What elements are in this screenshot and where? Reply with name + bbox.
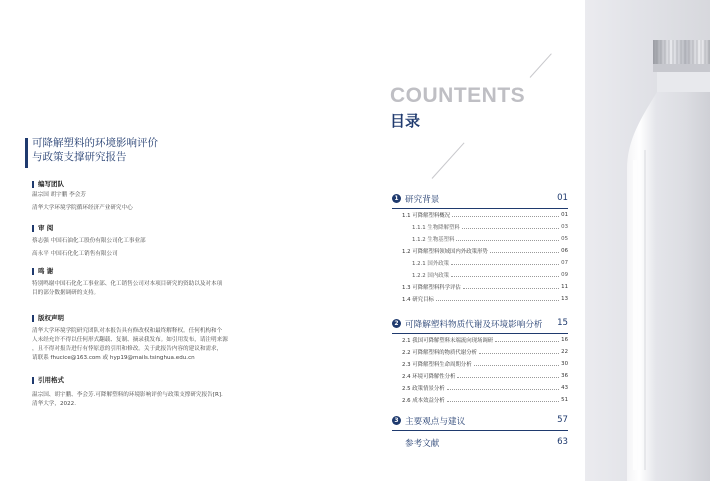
entry-page: 16	[561, 336, 568, 343]
citation-line: 温宗国、胡宇鹏、李会芳.可降解塑料的环境影响评价与政策支撑研究报告[R].	[32, 392, 223, 398]
toc-entry[interactable]	[402, 383, 568, 392]
chapter-divider	[392, 333, 568, 334]
left-page	[0, 0, 310, 481]
entry-title: 1.2.1 国外政策	[412, 260, 449, 267]
entry-page: 09	[561, 271, 568, 278]
toc-entry[interactable]	[402, 371, 568, 380]
entry-page: 07	[561, 259, 568, 266]
entry-title: 1.2.2 国内政策	[412, 272, 449, 279]
dot-leader	[463, 284, 559, 289]
copyright-line: 请联系 fhucice@163.com 或 hyp19@mails.tsinghua.edu.cn	[32, 355, 195, 361]
toc-entry[interactable]	[402, 359, 568, 368]
entry-page: 05	[561, 235, 568, 242]
references-page: 63	[557, 437, 568, 447]
chapter-title: 主要观点与建议	[405, 417, 466, 427]
copyright-line: 清华大学环境学院研究团队对本报告具有修改权和最终解释权。任何机构和个	[32, 328, 223, 334]
entry-page: 22	[561, 348, 568, 355]
entry-page: 11	[561, 283, 568, 290]
dot-leader	[436, 296, 559, 301]
chapter-number-badge: 1	[392, 194, 401, 203]
dot-leader	[462, 224, 559, 229]
dot-leader	[452, 212, 559, 217]
toc-entry[interactable]	[402, 282, 568, 291]
toc-chapter-3[interactable]	[392, 415, 568, 429]
report-title	[32, 136, 232, 164]
toc-entry[interactable]	[412, 222, 568, 231]
entry-title: 1.1 可降解塑料概况	[402, 212, 451, 219]
dot-leader	[490, 248, 559, 253]
authors-line: 温宗国 胡宇鹏 李会芳	[32, 192, 86, 198]
glass-jar-image	[585, 0, 710, 481]
toc-entry[interactable]	[412, 234, 568, 243]
entry-title: 2.2 可降解塑料的物质代谢分析	[402, 349, 477, 356]
copyright-heading: 版权声明	[32, 314, 292, 323]
entry-page: 36	[561, 372, 568, 379]
dot-leader	[457, 373, 559, 378]
dot-leader	[447, 397, 560, 402]
entry-title: 2.4 环境可降解性分析	[402, 373, 456, 380]
thanks-line: 目的部分数据调研的支持。	[32, 290, 100, 296]
glass-jar-illustration	[585, 0, 710, 481]
decorative-line	[432, 142, 465, 178]
entry-page: 03	[561, 223, 568, 230]
decorative-line	[530, 53, 552, 77]
contents-title-en: COUNTENTS	[390, 84, 526, 107]
entry-title: 1.3 可降解塑料科学评估	[402, 284, 461, 291]
entry-page: 51	[561, 396, 568, 403]
report-title-line1: 可降解塑料的环境影响评价	[32, 137, 158, 149]
chapter-number-badge: 3	[392, 416, 401, 425]
authors-line: 清华大学环境学院循环经济产业研究中心	[32, 205, 133, 211]
entry-title: 1.1.2 生物基塑料	[412, 236, 455, 243]
copyright-section	[32, 314, 292, 363]
entry-title: 1.1.1 生物降解塑料	[412, 224, 460, 231]
toc-entry[interactable]	[402, 335, 568, 344]
thanks-line: 特别鸣谢中国石化化工事业部、化工销售公司对本项目研究的资助以及对本项	[32, 281, 223, 287]
copyright-line: ，且不得对报告进行有悖原意的引用和修改。关于此报告内容的建议和需求，	[32, 346, 223, 352]
citation-heading: 引用格式	[32, 376, 292, 385]
toc-entry[interactable]	[412, 258, 568, 267]
citation-line: 清华大学，2022.	[32, 401, 76, 407]
copyright-line: 人未经允许不得以任何形式翻载、复制、摘录我发布。如引用发布，请注明来源	[32, 337, 228, 343]
toc-entry[interactable]	[402, 294, 568, 303]
chapter-divider	[392, 208, 568, 209]
chapter-title: 可降解塑料物质代谢及环境影响分析	[405, 320, 543, 330]
thanks-heading: 鸣 谢	[32, 267, 292, 276]
chapter-number-badge: 2	[392, 319, 401, 328]
entry-title: 1.4 研究目标	[402, 296, 434, 303]
review-heading: 审 阅	[32, 224, 292, 233]
toc-entry[interactable]	[402, 246, 568, 255]
authors-heading: 编写团队	[32, 180, 292, 189]
dot-leader	[451, 272, 559, 277]
dot-leader	[456, 236, 559, 241]
authors-section	[32, 180, 292, 213]
toc-references[interactable]	[392, 437, 568, 451]
toc-chapter-2[interactable]	[392, 318, 568, 332]
entry-page: 13	[561, 295, 568, 302]
thanks-section	[32, 267, 292, 298]
entry-page: 01	[561, 211, 568, 218]
review-section	[32, 224, 292, 259]
entry-page: 43	[561, 384, 568, 391]
toc-entry[interactable]	[412, 270, 568, 279]
entry-title: 1.2 可降解塑料领域国内外政策形势	[402, 248, 488, 255]
chapter-page: 01	[557, 193, 568, 203]
contents-title-cn: 目录	[390, 112, 421, 130]
toc-entry[interactable]	[402, 395, 568, 404]
references-title: 参考文献	[405, 439, 440, 449]
toc-entry[interactable]	[402, 210, 568, 219]
dot-leader	[451, 260, 559, 265]
title-accent-bar	[25, 138, 28, 168]
entry-title: 2.5 政策情景分析	[402, 385, 445, 392]
report-title-line2: 与政策支撑研究报告	[32, 151, 127, 163]
toc-entry[interactable]	[402, 347, 568, 356]
entry-title: 2.3 可降解塑料生命周期分析	[402, 361, 472, 368]
entry-title: 2.1 我国可降解塑料末端流向现场调研	[402, 337, 494, 344]
citation-section	[32, 376, 292, 409]
chapter-title: 研究背景	[405, 195, 440, 205]
toc-chapter-1[interactable]	[392, 193, 568, 207]
review-line: 高永平 中国石化化工销售有限公司	[32, 251, 118, 257]
chapter-page: 15	[557, 318, 568, 328]
dot-leader	[479, 349, 559, 354]
dot-leader	[447, 385, 560, 390]
review-line: 蔡志强 中国石油化工股份有限公司化工事业部	[32, 238, 146, 244]
dot-leader	[495, 337, 559, 342]
dot-leader	[474, 361, 560, 366]
entry-title: 2.6 成本效益分析	[402, 397, 445, 404]
entry-page: 06	[561, 247, 568, 254]
entry-page: 30	[561, 360, 568, 367]
chapter-page: 57	[557, 415, 568, 425]
chapter-divider	[392, 430, 568, 431]
